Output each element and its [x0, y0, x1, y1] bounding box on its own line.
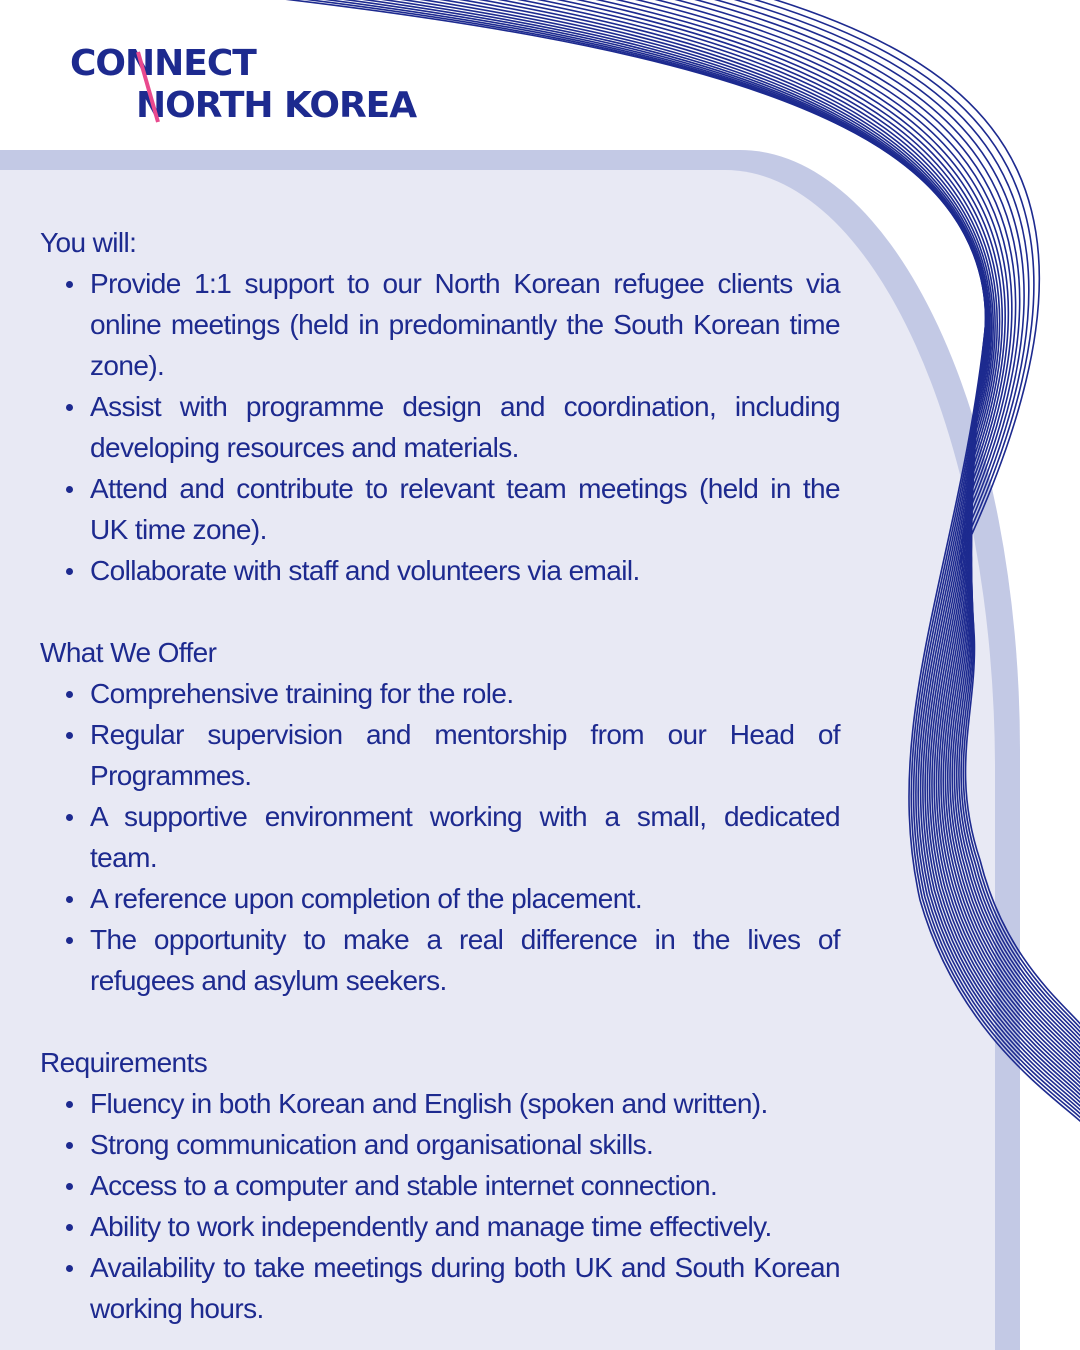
section-title: Requirements	[40, 1047, 208, 1078]
bullet-list	[40, 673, 840, 1001]
section-you-will	[40, 222, 840, 591]
list-item: Provide 1:1 support to our North Korean refugee clients via online meetings (held in predominantly the South Korean time zone).	[90, 263, 840, 386]
list-item: Fluency in both Korean and English (spoken and written).	[90, 1083, 840, 1124]
list-item: Collaborate with staff and volunteers via email.	[90, 550, 840, 591]
list-item: Regular supervision and mentorship from our Head of Programmes.	[90, 714, 840, 796]
content	[40, 222, 840, 1329]
list-item: A supportive environment working with a small, dedicated team.	[90, 796, 840, 878]
list-item: Attend and contribute to relevant team meetings (held in the UK time zone).	[90, 468, 840, 550]
list-item: Ability to work independently and manage time effectively.	[90, 1206, 840, 1247]
list-item: Comprehensive training for the role.	[90, 673, 840, 714]
logo-line-1: CONNECT	[70, 43, 256, 84]
section-title: You will:	[40, 227, 137, 258]
section-what-we-offer	[40, 632, 840, 1001]
list-item: Access to a computer and stable internet connection.	[90, 1165, 840, 1206]
list-item: Assist with programme design and coordination, including developing resources and materials.	[90, 386, 840, 468]
list-item: Strong communication and organisational skills.	[90, 1124, 840, 1165]
bullet-list	[40, 1083, 840, 1329]
logo-slash-icon	[128, 48, 168, 126]
list-item: A reference upon completion of the placement.	[90, 878, 840, 919]
logo-line-2: NORTH KOREA	[136, 85, 417, 126]
list-item: The opportunity to make a real difference in the lives of refugees and asylum seekers.	[90, 919, 840, 1001]
bullet-list	[40, 263, 840, 591]
section-title: What We Offer	[40, 637, 217, 668]
list-item: Availability to take meetings during both UK and South Korean working hours.	[90, 1247, 840, 1329]
section-requirements	[40, 1042, 840, 1329]
